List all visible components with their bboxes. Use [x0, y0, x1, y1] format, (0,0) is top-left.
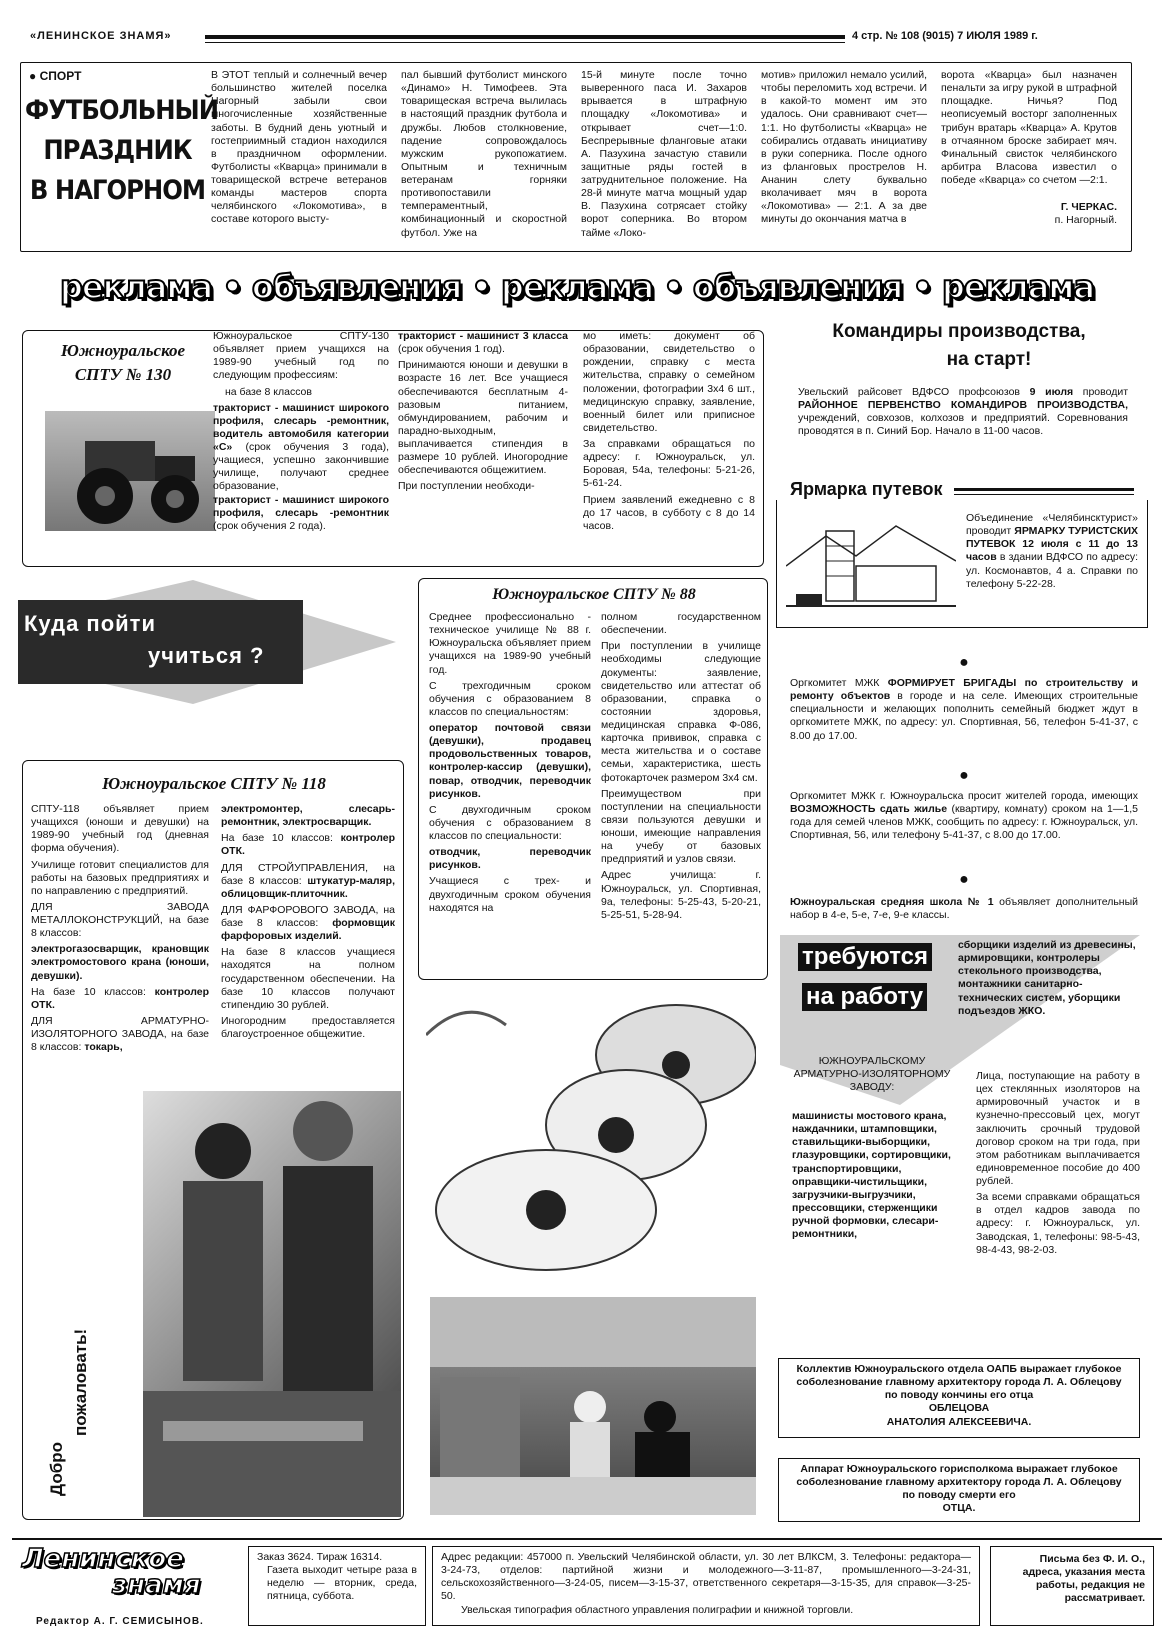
employer-name: ЮЖНОУРАЛЬСКОМУ АРМАТУРНО-ИЗОЛЯТОРНОМУ ЗАВОДУ:	[793, 1055, 951, 1094]
ads-banner: реклама • объявления • реклама • объявления • реклама	[60, 268, 1095, 306]
footer-editor: Редактор А. Г. СЕМИСЫНОВ.	[36, 1616, 204, 1627]
issue-info: 4 стр. № 108 (9015) 7 ИЮЛЯ 1989 г.	[852, 30, 1038, 42]
masthead-paper-name: «ЛЕНИНСКОЕ ЗНАМЯ»	[30, 30, 172, 42]
sptu-130-ad	[22, 330, 764, 567]
sptu-88-title: Южноуральское СПТУ № 88	[492, 586, 696, 603]
fair-title: Ярмарка путевок	[790, 479, 943, 499]
sport-col-2: пал бывший футболист минского «Динамо» Н. Тимофеев. Эта товарищеская встреча вылилась в настоящий праздник футбола и дружбы. Любов столкновение, падение сопровождалось мужским рукопожатием. Опытным и техничным ветеранам горняки противопоставили темпераментный, комбинационный и скоростной футбол. Уже на	[401, 69, 567, 239]
sport-col-5: ворота «Кварца» был назначен пенальти за игру рукой в штрафной площадке. Ничья? Под неописуемый восторг заполненных трибун вратарь «Кварца» А. Крутов в отчаянном броске забирает мяч. Финальный свисток челябинского арбитра Власова известил о победе «Кварца» со счетом —2:1. Г. ЧЕРКАС. п. Нагорный.	[941, 69, 1117, 227]
resort-illustration	[786, 506, 956, 616]
welcome-text: Добро пожаловать!	[47, 1328, 90, 1496]
sptu-130-col-1: Южноуральское СПТУ-130 объявляет прием учащихся на 1989-90 учебный год по следующим профессиям: на базе 8 классов тракторист - машинист широкого профиля, слесарь -ремонтник, водитель автомобиля категории «С» (срок обучения 3 года), учащиеся, успешно закончившие училище, получают среднее образование, тракторист - машинист широкого профиля, слесарь -ремонтник (срок обучения 2 года).	[213, 330, 389, 532]
mzhk-notice-1: ● Оргкомитет МЖК ФОРМИРУЕТ БРИГАДЫ по строительству и ремонту объектов в городе и на селе. Имеющих строительные специальности и желающих пополнить семейный бюджет ждут в оргкомитете МЖК, по адресу: ул. Спортивная, 56, телефон 5-41-37, с 8.00 до 17.00.	[790, 654, 1138, 742]
commanders-ad	[778, 318, 1140, 453]
sport-col-3: 15-й минуте после точно выверенного паса И. Захаров врывается в штрафную площадку «Локомотива» и открывает счет—1:0. Беспрерывные фланговые атаки А. Пазухина зачастую ставили защитные ряды гостей в затруднительное положение. На 28-й минуте матча мощный удар В. Пазухина сотрясает стойку ворот соперника. Во втором тайме «Локо-	[581, 69, 747, 239]
school-notice: ● Южноуральская средняя школа № 1 объявляет дополнительный набор в 4-е, 5-е, 7-е, 9-е классы.	[790, 871, 1138, 922]
footer-logo: Ленинское знамя	[22, 1544, 201, 1600]
students-image	[143, 1091, 401, 1517]
sptu-118-col-2: электромонтер, слесарь-ремонтник, электросварщик. На базе 10 классов: контролер ОТК. ДЛЯ СТРОЙУПРАВЛЕНИЯ, на базе 8 классов: штукатур-маляр, облицовщик-плиточник. ДЛЯ ФАРФОРОВОГО ЗАВОДА, на базе 8 классов: формовщик фарфоровых изделий. На базе 8 классов учащиеся находятся на полном государственном обеспечении. На базе 10 классов получают стипендию 30 рублей. Иногородним предоставляется благоустроенное общежитие.	[221, 803, 396, 1040]
condolence-1: Коллектив Южноуральского отдела ОАПБ выражает глубокое соболезнование главному архитектору города Л. А. Облецову по поводу кончины его отца ОБЛЕЦОВА АНАТОЛИЯ АЛЕКСЕЕВИЧА.	[778, 1358, 1140, 1438]
sport-article	[20, 62, 1132, 252]
workers-list-left: машинисты мостового крана, наждачники, штамповщики, ставильщики-выборщики, глазуровщики, сортировщики, транспортировщики, оправщики-чистильщики, загрузчики-выгрузчики, прессовщики, стерженщики ручной формовки, слесари-ремонтники,	[792, 1110, 951, 1241]
workers-conditions: Лица, поступающие на работу в цех стеклянных изоляторов на армировочный участок и в кузнечно-прессовый цех, могут заключить срочный трудовой договор сроком на три года, при этом работникам выплачивается единовременное пособие до 400 рублей. За всеми справками обращаться в отдел кадров завода по адресу: г. Южноуральск, ул. Заводская, 1, телефоны: 98-5-43, 98-4-43, 98-2-03.	[976, 1070, 1140, 1256]
commanders-text: Увельский райсовет ВДФСО профсоюзов 9 июля проводит РАЙОННОЕ ПЕРВЕНСТВО КОМАНДИРОВ ПРОИЗВОДСТВА, учреждений, совхозов, колхозов и предприятий. Соревнования проводятся в п. Синий Бор. Начало в 11-00 часов.	[798, 386, 1129, 438]
sptu-130-col-3: мо иметь: документ об образовании, свидетельство о рождении, справку с места жительства, справку о семейном положении, фотографии 3х4 6 шт., медицинскую справку, заявление, военный билет или приписное свидетельство. За справками обращаться по адресу: г. Южноуральск, ул. Боровая, 54а, телефоны: 5-21-26, 5-61-24. Прием заявлений ежедневно с 8 до 17 часов, в субботу с 8 до 14 часов.	[583, 330, 755, 532]
workers-list-right: сборщики изделий из древесины, армировщики, контролеры стекольного производства, монтажники санитарно-технических систем, уборщики подъездов ЖКО.	[958, 939, 1136, 1017]
bullet-icon: ●	[959, 654, 969, 671]
footer-rule	[12, 1538, 1162, 1540]
sptu-118-col-1: СПТУ-118 объявляет прием учащихся (юноши и девушки) на 1989-90 учебный год (дневная форма обучения). Училище готовит специалистов для работы на базовых предприятиях и по направлению с предприятий. ДЛЯ ЗАВОДА МЕТАЛЛОКОНСТРУКЦИЙ, на базе 8 классов: электрогазосварщик, крановщик электромостового крана (юноши, девушки). На базе 10 классов: контролер ОТК. ДЛЯ АРМАТУРНО-ИЗОЛЯТОРНОГО ЗАВОДА, на базе 8 классов: токарь,	[31, 803, 209, 1054]
sptu-88-col-1: Среднее профессионально - техническое училище № 88 г. Южноуральска объявляет прием учащихся на 1989-90 учебный год. С трехгодичным сроком обучения с образованием 8 классов по специальностям: оператор почтовой связи (девушки), продавец продовольственных товаров, контролер-кассир (девушки), повар, отводчик, переводчик рисунков. С двухгодичным сроком обучения с образованием 8 классов по специальности: отводчик, переводчик рисунков. Учащиеся с трех- и двухгодичным сроком обучения находятся на	[429, 611, 591, 914]
workers-wanted-ad	[780, 935, 1150, 1335]
fair-text: Объединение «Челябинсктурист» проводит ЯРМАРКУ ТУРИСТСКИХ ПУТЕВОК 12 июля с 11 до 13 часов в здании ВДФСО по адресу: ул. Космонавтов, 4 а. Справки по телефону 5-22-28.	[966, 512, 1139, 590]
footer-print-info: Заказ 3624. Тираж 16314. Газета выходит четыре раза в неделю — вторник, среда, пятница, суббота.	[248, 1546, 426, 1626]
porcelain-photo	[426, 995, 756, 1290]
fair-ad	[776, 478, 1148, 628]
where-line-2: учиться ?	[148, 643, 265, 668]
condolence-2: Аппарат Южноуральского горисполкома выражает глубокое соболезнование главному архитектору города Л. А. Облецову по поводу смерти его ОТЦА.	[778, 1458, 1140, 1522]
where-line-1: Куда пойти	[24, 611, 156, 636]
where-to-study-graphic	[18, 580, 396, 704]
mzhk-notice-2: ● Оргкомитет МЖК г. Южноуральска просит жителей города, имеющих ВОЗМОЖНОСТЬ сдать жилье (квартиру, комнату) сроком на 1—1,5 года для семей членов МЖК, сообщить по адресу: г. Южноуральск, ул. Спортивная, 56, или телефону 5-41-37, с 8.00 до 17.00.	[790, 767, 1138, 842]
sport-col-1: В ЭТОТ теплый и солнечный вечер большинство жителей поселка Нагорный забыли свои многочисленные хозяйственные заботы. В будний день уютный и гостеприимный стадион находился в праздничном оформлении. Футболисты «Кварца» принимали в товарищеской встрече ветеранов команды мастеров спорта челябинского «Локомотива», в составе которого высту-	[211, 69, 387, 226]
sptu-130-col-2: тракторист - машинист 3 класса (срок обучения 1 год). Принимаются юноши и девушки в возрасте 16 лет. Все учащиеся обеспечиваются бесплатным 4-разовым питанием, обмундированием, рабочим и парадно-выходным, выплачивается стипендия в размере 10 рублей. Иногородние обеспечиваются общежитием. При поступлении необходи-	[398, 330, 568, 493]
students-photo	[143, 1091, 401, 1517]
sptu-130-title: Южноуральское СПТУ № 130	[60, 341, 186, 384]
footer-address: Адрес редакции: 457000 п. Увельский Челябинской области, ул. 30 лет ВЛКСМ, 3. Телефоны: редактора—3-24-73, отделов: партийной жизни и молодежного—3-11-87, промышленного—3-24-31, сельскохозяйственного—3-24-05, писем—3-15-37, ответственного секретаря—3-15-35, для справок—3-25-50. Увельская типография областного управления полиграфии и книжной торговли.	[432, 1546, 980, 1626]
resort-drawing	[786, 506, 956, 616]
sport-headline: ФУТБОЛЬНЫЙ ПРАЗДНИК В НАГОРНОМ	[25, 95, 219, 206]
store-scene	[430, 1297, 756, 1515]
tractor-photo	[45, 411, 215, 531]
sptu-88-ad	[418, 578, 768, 980]
commanders-title: Командиры производства, на старт!	[832, 321, 1086, 370]
header-rule	[205, 35, 845, 39]
workers-head-1: требуются	[798, 943, 932, 971]
sport-col-4: мотив» приложил немало усилий, чтобы переломить ход встречи. И в какой-то момент им это удалось. Они сравнивают счет—1:1. Но футболисты «Кварца» не собирались отдавать инициативу в руки соперника. После одного из фланговых прострелов Н. Ананин слету буквально вколачивает мяч в ворота «Локомотива» — 2:1. А за две минуты до окончания матча в	[761, 69, 927, 226]
store-photo	[430, 1297, 756, 1515]
rubric-sport: ● СПОРТ	[29, 69, 82, 83]
bullet-icon: ●	[959, 871, 969, 888]
bullet-icon: ●	[959, 767, 969, 784]
tractor-illustration	[45, 411, 215, 531]
sptu-118-title: Южноуральское СПТУ № 118	[102, 774, 326, 793]
sptu-88-col-2: полном государственном обеспечении. При поступлении в училище необходимы следующие документы: заявление, свидетельство или аттестат об образовании, справка о состоянии здоровья, медицинская справка Ф-086, карточка прививок, справка с места жительства и о составе семьи, характеристика, шесть фотокарточек размером 3х4 см. Преимуществом при поступлении на специальности связи пользуются девушки и юноши, имеющие направления на учебу от базовых предприятий и узлов связи. Адрес училища: г. Южноуральск, ул. Спортивная, 9а, телефоны: 5-25-43, 5-20-21, 5-25-51, 5-28-94.	[601, 611, 761, 921]
workers-head-2: на работу	[802, 983, 927, 1011]
footer-letters-notice: Письма без Ф. И. О., адреса, указания места работы, редакция не рассматривает.	[990, 1546, 1154, 1626]
teaset-image	[426, 995, 756, 1290]
header-rule-thin	[205, 42, 845, 43]
sptu-118-ad	[22, 760, 404, 1520]
